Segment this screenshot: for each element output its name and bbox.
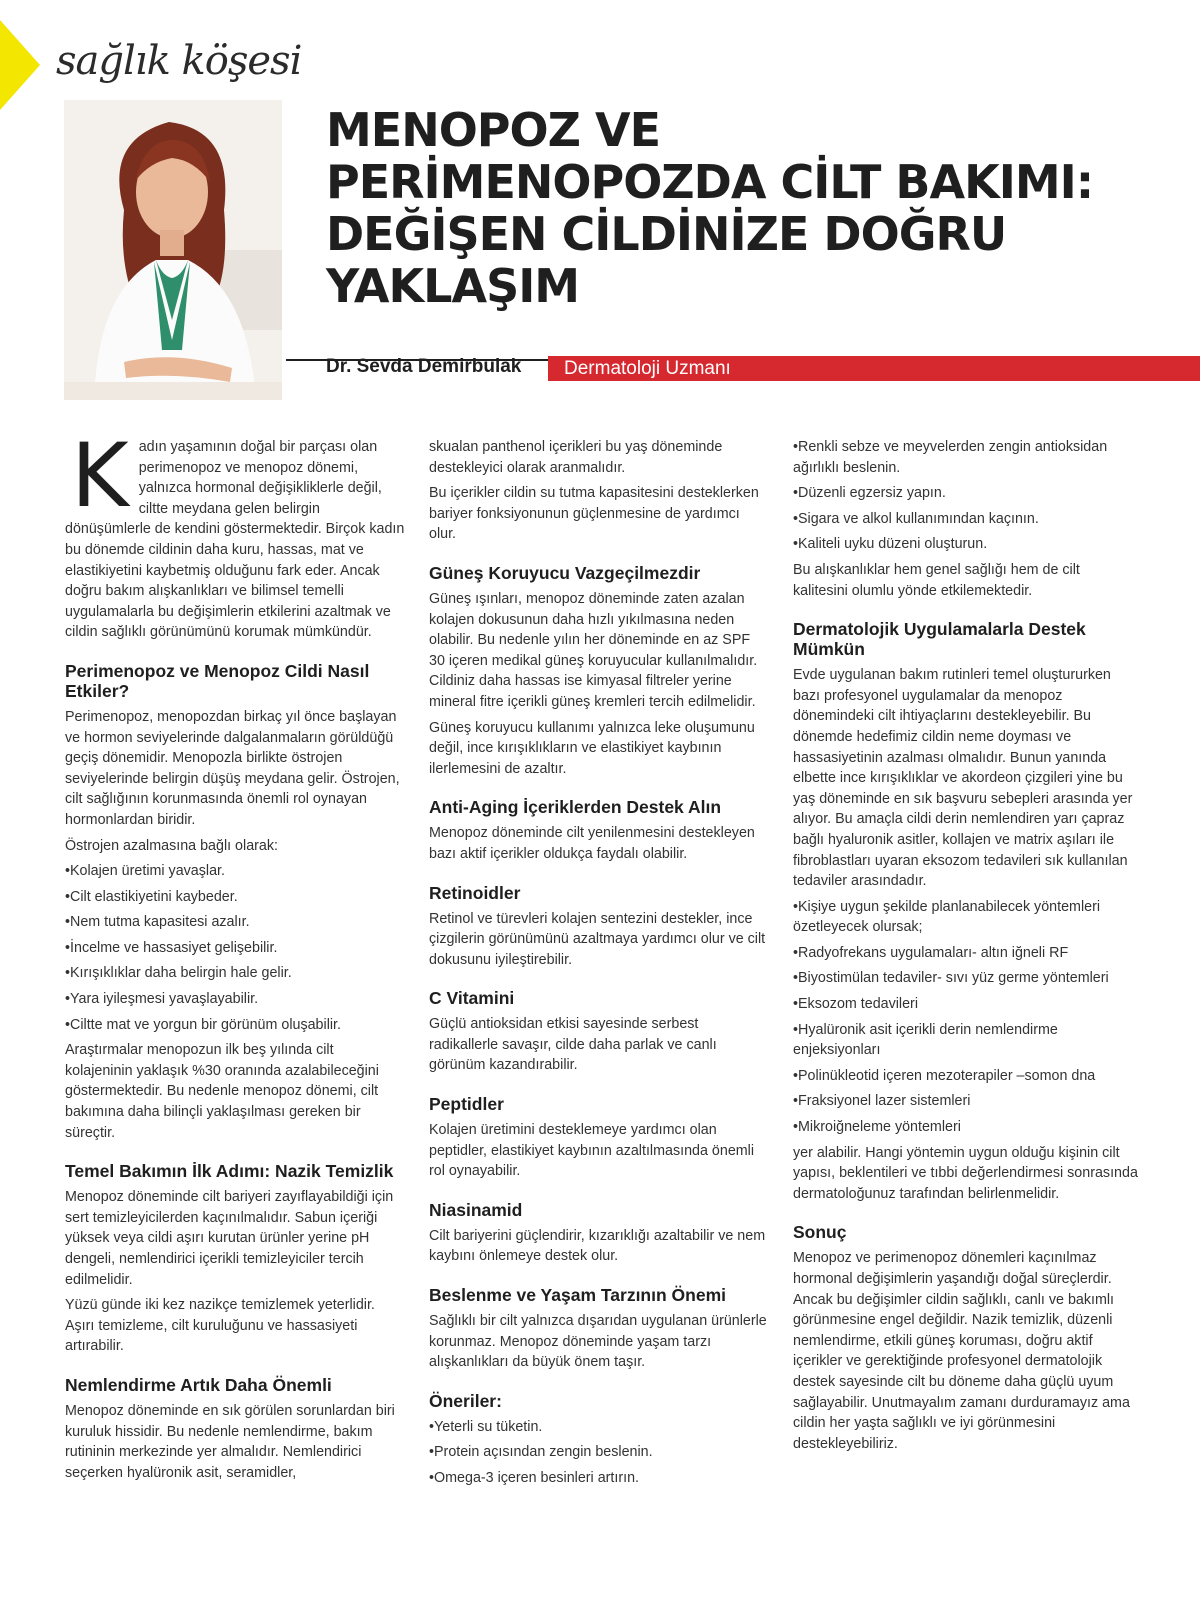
list-item: • Sigara ve alkol kullanımından kaçının. <box>793 509 1138 530</box>
section-heading: Niasinamid <box>429 1199 523 1220</box>
paragraph: Güçlü antioksidan etkisi sayesinde serbest radikallerle savaşır, cilde daha parlak ve canlı görünüm kazandırabilir. <box>429 1016 717 1074</box>
list-item: • Protein açısından zengin beslenin. <box>429 1442 769 1463</box>
bullet-list <box>793 437 1138 555</box>
paragraph: Menopoz döneminde cilt yenilenmesini destekleyen bazı aktif içerikler oldukça faydalı olabilir. <box>429 825 755 862</box>
portrait-illustration <box>64 100 282 400</box>
title-line: DEĞİŞEN CİLDİNİZE DOĞRU <box>326 207 1007 261</box>
section-heading: Sonuç <box>793 1222 847 1243</box>
list-item: • Kişiye uygun şekilde planlanabilecek yöntemleri özetleyecek olursak; <box>793 897 1138 938</box>
list-item: • Kaliteli uyku düzeni oluşturun. <box>793 534 1138 555</box>
section-tag: sağlık köşesi <box>56 38 302 84</box>
list-item: • Hyalüronik asit içerikli derin nemlendirme enjeksiyonları <box>793 1020 1138 1061</box>
section-heading: Anti-Aging İçeriklerden Destek Alın <box>429 797 722 818</box>
paragraph: Kolajen üretimini desteklemeye yardımcı olan peptidler, elastikiyet kaybının azaltılmasında önemli rol oynayabilir. <box>429 1122 755 1180</box>
list-item: • Ciltte mat ve yorgun bir görünüm oluşabilir. <box>65 1015 405 1036</box>
author-specialty: Dermatoloji Uzmanı <box>564 358 731 379</box>
section-heading: Dermatolojik Uygulamalarla Destek Mümkün <box>793 619 1086 660</box>
list-item: • Nem tutma kapasitesi azalır. <box>65 912 405 933</box>
section-heading: Güneş Koruyucu Vazgeçilmezdir <box>429 562 701 583</box>
section-heading: Peptidler <box>429 1094 504 1115</box>
paragraph: Retinol ve türevleri kolajen sentezini destekler, ince çizgilerin görünümünü azaltmaya yardımcı olur ve cilt dokusunu iyileştirebilir. <box>429 910 766 968</box>
section-heading: Nemlendirme Artık Daha Önemli <box>65 1374 332 1395</box>
paragraph: Perimenopoz, menopozdan birkaç yıl önce başlayan ve hormon seviyelerinde dalgalanmaların görüldüğü geçiş dönemidir. Menopozla birlikte östrojen seviyelerinde belirgin düşüş meydana gelir. Östrojen, cilt sağlığının korunmasında önemli rol oynayan hormonlardan biridir. <box>65 708 400 828</box>
title-line: MENOPOZ VE <box>326 103 661 157</box>
author-name: Dr. Sevda Demirbulak <box>326 356 522 377</box>
list-item: • Kırışıklıklar daha belirgin hale gelir. <box>65 963 405 984</box>
list-item: • İncelme ve hassasiyet gelişebilir. <box>65 938 405 959</box>
section-heading: Perimenopoz ve Menopoz Cildi Nasıl Etkiler? <box>65 660 370 701</box>
bullet-list <box>429 1417 769 1489</box>
list-item: • Mikroiğneleme yöntemleri <box>793 1117 1138 1138</box>
list-item: • Radyofrekans uygulamaları- altın iğneli RF <box>793 943 1138 964</box>
list-item: • Eksozom tedavileri <box>793 994 1138 1015</box>
paragraph: Evde uygulanan bakım rutinleri temel oluştururken bazı profesyonel uygulamalar da menopoz dönemindeki cilt ihtiyaçlarını destekleyebilir. Bu dönemde hedefimiz cildin neme doyması ve hassasiyetinin azalması olmalıdır. Bunun yanında elbette ince kırışıklıklar ve akordeon çizgileri yine bu yaş döneminde en sık başvuru sebepleri arasında yer alıyor. Bu amaçla cildi derin nemlendiren yarı çapraz bağlı hyaluronik asitler, kollajen ve matrix aşıları ile fibroblastları uyaran eksozom tedavileri sık kullanılan tedaviler arasındadır. <box>793 667 1133 890</box>
section-heading: Beslenme ve Yaşam Tarzının Önemi <box>429 1285 726 1306</box>
title-line: YAKLAŞIM <box>326 259 580 313</box>
bullet-list <box>793 897 1138 1138</box>
intro-text: adın yaşamının doğal bir parçası olan perimenopoz ve menopoz dönemi, yalnızca hormonal değişikliklerle değil, ciltte meydana gelen belirgin dönüşümlerle de kendini göstermektedir. Birçok kadın bu dönemde cildinin daha kuru, hassas, mat ve elastikiyetini kaybetmiş olduğunu fark eder. Ancak doğru bakım alışkanlıkları ve bilimsel temelli uygulamalarla bu değişimlerin etkilerini azaltmak ve cildin sağlıklı görünümünü korumak mümkündür. <box>65 439 405 641</box>
section-heading: Temel Bakımın İlk Adımı: Nazik Temizlik <box>65 1161 394 1182</box>
section-heading: C Vitamini <box>429 988 515 1009</box>
list-item: • Cilt elastikiyetini kaybeder. <box>65 887 405 908</box>
list-item: • Fraksiyonel lazer sistemleri <box>793 1091 1138 1112</box>
list-item: • Düzenli egzersiz yapın. <box>793 483 1138 504</box>
section-heading: Öneriler: <box>429 1390 502 1411</box>
article-column-1 <box>65 424 405 1488</box>
list-item: • Biyostimülan tedaviler- sıvı yüz germe yöntemleri <box>793 968 1138 989</box>
paragraph: Menopoz ve perimenopoz dönemleri kaçınılmaz hormonal değişimlerin yaşandığı doğal süreçlerdir. Ancak bu değişimler cildin sağlıklı, canlı ve bakımlı görünmesine engel değildir. Nazik temizlik, düzenli nemlendirme, etkili güneş koruması, doğru aktif içerikler ve gerektiğinde profesyonel dermatolojik destek sayesinde cilt bu döneme daha güçlü uyum sağlayabilir. Unutmayalım zamanı durduramayız ama cildin her yaşta sağlıklı ve iyi görünmesini destekleyebiliriz. <box>793 1250 1130 1452</box>
intro-paragraph <box>65 424 405 643</box>
bullet-list <box>65 861 405 1035</box>
paragraph: Menopoz döneminde cilt bariyeri zayıflayabildiği için sert temizleyicilerden kaçınılmalıdır. Sabun içeriği yüksek veya cildi aşırı kurutan ürünler yerine pH dengeli, nemlendirici içerikli temizleyiciler tercih edilmelidir. <box>65 1189 394 1288</box>
article-column-3 <box>793 437 1138 1459</box>
list-item: • Yeterli su tüketin. <box>429 1417 769 1438</box>
author-portrait <box>64 100 282 400</box>
paragraph: Bu alışkanlıklar hem genel sağlığı hem de cilt kalitesini olumlu yönde etkilemektedir. <box>793 561 1080 599</box>
paragraph: Menopoz döneminde en sık görülen sorunlardan biri kuruluk hissidir. Bu nedenle nemlendirme, bakım rutininin merkezinde yer almalıdır. Nemlendirici seçerken hyalüronik asit, seramidler, <box>65 1402 395 1481</box>
list-item: • Polinükleotid içeren mezoterapiler –somon dna <box>793 1066 1138 1087</box>
article-column-2 <box>429 437 769 1494</box>
article-title <box>326 104 1176 312</box>
drop-cap: K <box>71 424 129 527</box>
title-line: PERİMENOPOZDA CİLT BAKIMI: <box>326 155 1094 209</box>
paragraph: Yüzü günde iki kez nazikçe temizlemek yeterlidir. Aşırı temizleme, cilt kuruluğunu ve hassasiyeti artırabilir. <box>65 1297 375 1355</box>
paragraph: Araştırmalar menopozun ilk beş yılında cilt kolajeninin yaklaşık %30 oranında azalabileceğini göstermektedir. Bu nedenle menopoz dönemi, cilt bakımına daha bilinçli yaklaşılması gereken bir süreçtir. <box>65 1042 379 1141</box>
section-heading: Retinoidler <box>429 882 521 903</box>
list-item: • Renkli sebze ve meyvelerden zengin antioksidan ağırlıklı beslenin. <box>793 437 1138 478</box>
list-item: • Omega-3 içeren besinleri artırın. <box>429 1468 769 1489</box>
paragraph: Güneş ışınları, menopoz döneminde zaten azalan kolajen dokusunun daha hızlı yıkılmasına neden olabilir. Bu nedenle yılın her döneminde en az SPF 30 içeren medikal güneş koruyucular kullanılmalıdır. Cildiniz daha hassas ise kimyasal filtreler yerine mineral fitre içerikli güneş kremleri tercih edilmelidir. <box>429 590 758 710</box>
paragraph: skualan panthenol içerikleri bu yaş döneminde destekleyici olarak aranmalıdır. <box>429 439 723 476</box>
paragraph: Güneş koruyucu kullanımı yalnızca leke oluşumunu değil, ince kırışıklıkların ve elastikiyet kaybının ilerlemesini de azaltır. <box>429 719 755 777</box>
author-specialty-bar <box>548 356 1200 381</box>
paragraph: Bu içerikler cildin su tutma kapasitesini desteklerken bariyer fonksiyonunun güçlenmesine de yardımcı olur. <box>429 485 759 543</box>
paragraph: yer alabilir. Hangi yöntemin uygun olduğu kişinin cilt yapısı, beklentileri ve tıbbi değerlendirmesi sonrasında dermatoloğunuz tarafından belirlenmelidir. <box>793 1144 1138 1202</box>
paragraph: Cilt bariyerini güçlendirir, kızarıklığı azaltabilir ve nem kaybını önlemeye destek olur. <box>429 1227 766 1265</box>
yellow-corner-marker <box>0 20 40 110</box>
list-item: • Kolajen üretimi yavaşlar. <box>65 861 405 882</box>
paragraph: Östrojen azalmasına bağlı olarak: <box>65 837 278 854</box>
list-item: • Yara iyileşmesi yavaşlayabilir. <box>65 989 405 1010</box>
paragraph: Sağlıklı bir cilt yalnızca dışarıdan uygulanan ürünlerle korunmaz. Menopoz döneminde yaşam tarzı alışkanlıkları da büyük önem taşır. <box>429 1313 767 1371</box>
